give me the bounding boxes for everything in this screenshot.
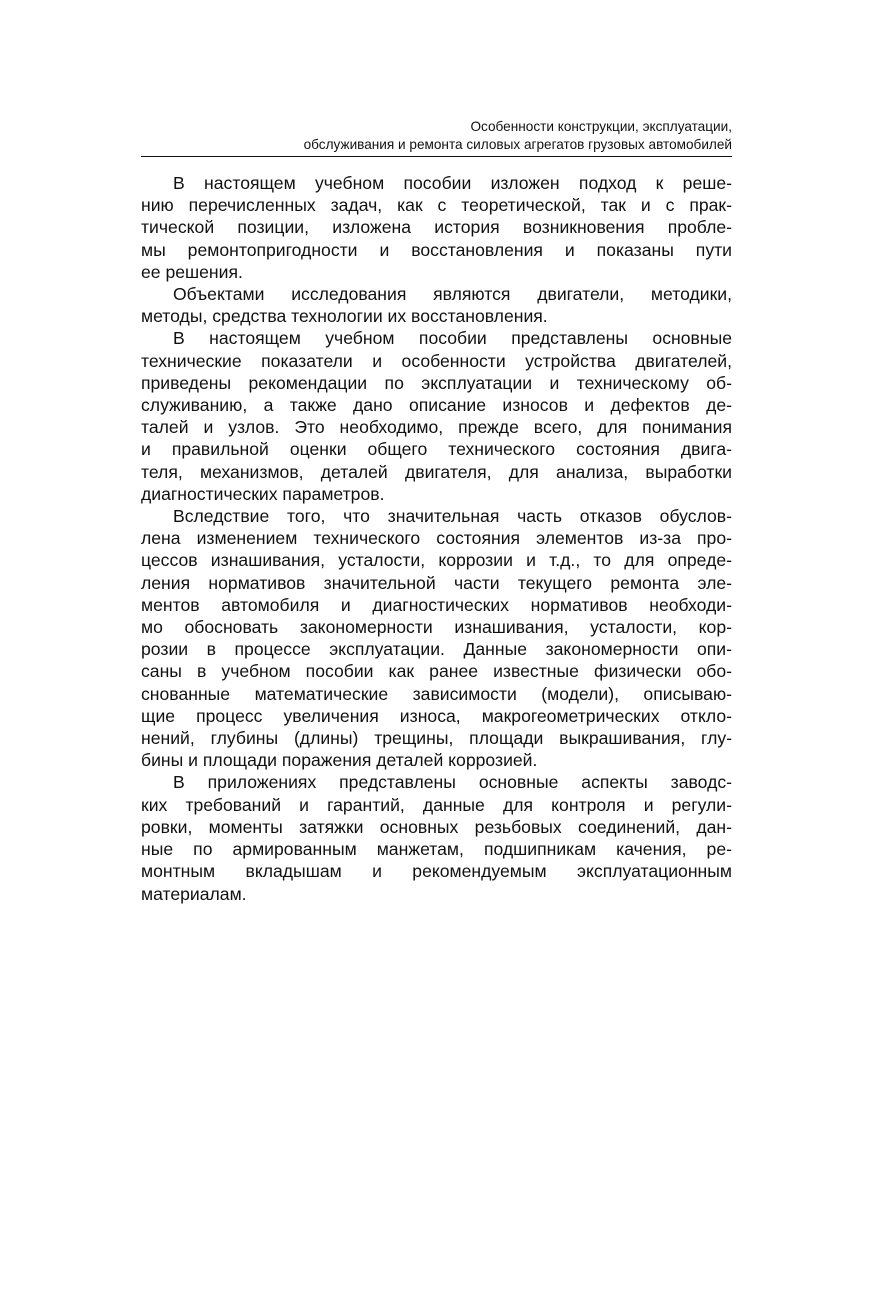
text-line: В настоящем учебном пособии представлены основные [173, 328, 732, 349]
text-line: ровки, моменты затяжки основных резьбовых соединений, дан- [141, 816, 732, 837]
text-line: методы, средства технологии их восстановления. [141, 306, 548, 327]
text-line: лена изменением технического состояния элементов из-за про- [141, 528, 732, 549]
paragraph-2 [141, 283, 732, 327]
text-line: монтным вкладышам и рекомендуемым эксплуатационным [141, 861, 732, 882]
text-line: В приложениях представлены основные аспекты заводс- [173, 772, 732, 793]
text-line: снованные математические зависимости (модели), описываю- [141, 683, 732, 704]
text-line: материалам. [141, 883, 247, 904]
text-line: приведены рекомендации по эксплуатации и техническому об- [141, 372, 732, 393]
text-line: ее решения. [141, 261, 243, 282]
text-line: розии в процессе эксплуатации. Данные закономерности опи- [141, 639, 732, 660]
text-line: тической позиции, изложена история возникновения пробле- [141, 217, 732, 238]
paragraph-5 [141, 771, 732, 904]
paragraph-4 [141, 505, 732, 771]
running-header-line-1: Особенности конструкции, эксплуатации, [470, 119, 732, 134]
paragraph-1 [141, 172, 732, 283]
text-line: бины и площади поражения деталей коррозией. [141, 750, 538, 771]
text-line: мо обосновать закономерности изнашивания, усталости, кор- [141, 617, 732, 638]
text-line: Объектами исследования являются двигатели, методики, [173, 284, 732, 305]
text-line: В настоящем учебном пособии изложен подход к реше- [173, 173, 732, 193]
text-line: Вследствие того, что значительная часть отказов обуслов- [173, 506, 732, 527]
text-line: щие процесс увеличения износа, макрогеометрических откло- [141, 705, 732, 726]
paragraph-3 [141, 327, 732, 505]
text-line: ментов автомобиля и диагностических нормативов необходи- [141, 594, 732, 615]
body-text [141, 172, 732, 905]
text-line: ких требований и гарантий, данные для контроля и регули- [141, 794, 732, 815]
text-line: саны в учебном пособии как ранее известные физически обо- [141, 661, 732, 682]
text-line: технические показатели и особенности устройства двигателей, [141, 350, 732, 371]
running-header [141, 118, 732, 157]
text-line: диагностических параметров. [141, 483, 385, 504]
text-line: ления нормативов значительной части текущего ремонта эле- [141, 572, 732, 593]
text-line: ные по армированным манжетам, подшипникам качения, ре- [141, 839, 732, 860]
text-line: талей и узлов. Это необходимо, прежде всего, для понимания [141, 417, 732, 438]
running-header-line-2: обслуживания и ремонта силовых агрегатов грузовых автомобилей [303, 137, 732, 152]
text-line: теля, механизмов, деталей двигателя, для анализа, выработки [141, 461, 732, 482]
text-line: нений, глубины (длины) трещины, площади выкрашивания, глу- [141, 728, 732, 749]
text-line: служиванию, а также дано описание износов и дефектов де- [141, 395, 732, 416]
text-line: мы ремонтопригодности и восстановления и показаны пути [141, 239, 732, 260]
text-line: цессов изнашивания, усталости, коррозии и т.д., то для опреде- [141, 550, 732, 571]
text-line: и правильной оценки общего технического состояния двига- [141, 439, 732, 460]
text-line: нию перечисленных задач, как с теоретической, так и с прак- [141, 195, 732, 216]
